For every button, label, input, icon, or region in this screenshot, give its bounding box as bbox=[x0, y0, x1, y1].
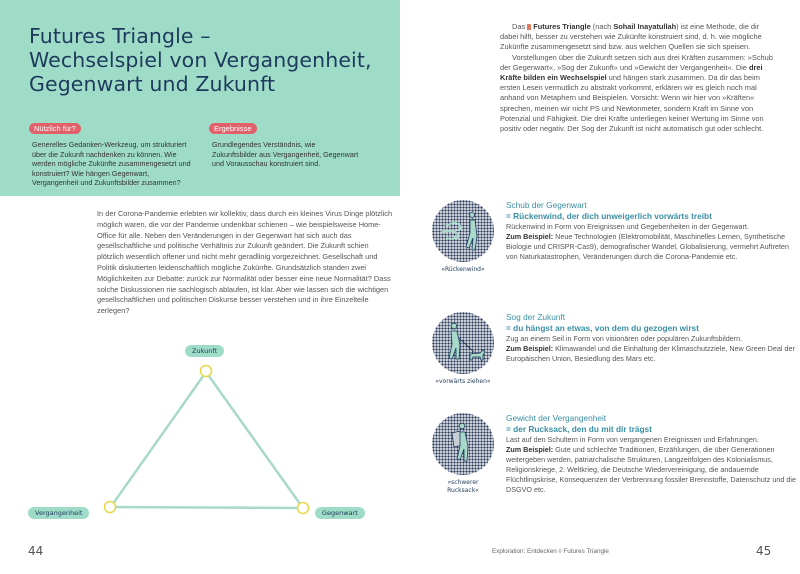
force-description: Rückenwind in Form von Ereignissen und Gegebenheiten in der Gegenwart. Zum Beispiel: Neue Technologien (Elektromobilität, Maschinelles Lernen, Synthetische Biologie und CRISPR-Cas9), demografischer Wandel, Globalisierung, vermehrt Auftreten von Naturkatastrophen, Veränderungen durch die Corona-Pandemie etc. bbox=[506, 222, 789, 261]
footer-breadcrumb: Exploration: Entdecken ◊ Futures Triangle bbox=[492, 548, 609, 555]
node-top bbox=[201, 366, 212, 377]
useful-for-badge: Nützlich für? bbox=[29, 123, 81, 134]
title-line-3: Gegenwart und Zukunft bbox=[29, 72, 276, 96]
icon-caption: »schwerer Rucksack« bbox=[447, 479, 479, 494]
icon-caption: »Rückenwind« bbox=[441, 266, 485, 273]
title-line-2: Wechselspiel von Vergangenheit, bbox=[29, 48, 372, 72]
force-heading: Schub der Gegenwart bbox=[506, 200, 587, 210]
futures-triangle-diagram bbox=[0, 330, 400, 530]
edge-left bbox=[110, 372, 206, 508]
edge-right bbox=[206, 372, 303, 508]
tailwind-person-icon bbox=[432, 200, 494, 262]
icon-caption: »vorwärts ziehen« bbox=[435, 378, 491, 385]
force-description: Last auf den Schultern in Form von vergangenen Ereignissen und Erfahrungen. Zum Beispiel: Gute und schlechte Traditionen, Erzählungen, die über Generationen weitergeben werden, patriarchalische Strukturen, Langzeitfolgen des Kolonialismus, Religionskriege, 2. Weltkrieg, die Deutsche Wiedervereinigung, die andauernde Flüchtlingskrise, Konsequenzen der Verbrennung fossiler Brennstoffe, Datenschutz und die DSGVO etc. bbox=[506, 435, 796, 494]
force-content bbox=[506, 200, 796, 262]
label-zukunft: Zukunft bbox=[185, 345, 224, 357]
intro-paragraph-2: Vorstellungen über die Zukunft setzen sich aus drei Kräften zusammen: »Schub der Gegenwart«, »Sog der Zukunft« und »Gewicht der Vergangenheit«. Die drei Kräfte bilden ein Wechselspiel und hängen stark zusammen. Da dir das beim ersten Lesen vermutlich zu abstrakt vorkommt, erklären wir es gleich noch mal anhand von Metaphern und Beispielen. Vorsicht: Wenn wir hier von »Kräften« sprechen, meinen wir nicht PS und Newtonmeter, sondern Kraft im Sinne von Potenzial und Fähigkeit. Die drei Kräfte unterliegen keiner Wertung im Sinne von positiv oder negativ. Der Sog der Zukunft ist nicht automatisch gut oder schlecht. bbox=[500, 52, 773, 134]
force-heading: Gewicht der Vergangenheit bbox=[506, 413, 607, 423]
pin-icon bbox=[527, 24, 531, 30]
title-line-1: Futures Triangle – bbox=[29, 24, 211, 48]
person-walking-dog-icon bbox=[432, 312, 494, 374]
page-number-right: 45 bbox=[756, 544, 772, 558]
node-bottom-left bbox=[105, 502, 116, 513]
method-name: Futures Triangle bbox=[533, 22, 591, 31]
results-badge: Ergebnisse bbox=[209, 123, 257, 134]
force-content bbox=[506, 312, 796, 364]
intro-paragraph-1: Das Futures Triangle (nach Sohail Inayatullah) ist eine Methode, die dir dabei hilft, besser zu verstehen wie Zukünfte konstruiert sind, d. h. wie mögliche Zukünfte zusammengesetzt sind bzw. aus welchen Quellen sie sich speisen. bbox=[500, 22, 762, 52]
results-text: Grundlegendes Verständnis, wie Zukunftsbilder aus Vergangenheit, Gegenwart und Vorausschau konstruiert sind. bbox=[212, 140, 359, 169]
useful-for-text: Generelles Gedanken-Werkzeug, um strukturiert über die Zukunft nachdenken zu können. Wie werden mögliche Zukünfte zusammengesetzt und konstruiert? Wie hängen Gegenwart, Vergangenheit und Zukunftsbilder zusammen? bbox=[32, 140, 191, 188]
page-number-left: 44 bbox=[28, 544, 44, 558]
force-heading: Sog der Zukunft bbox=[506, 312, 566, 322]
author-name: Sohail Inayatullah bbox=[613, 22, 677, 31]
body-paragraph: In der Corona-Pandemie erlebten wir kollektiv, dass durch ein kleines Virus Dinge plötzlich möglich waren, die vor der Pandemie undenkbar schienen – wie beispielsweise Home-Office für alle. Neben den Veränderungen in der Gegenwart hat sich auch das gesellschaftliche und politische Verhältnis zur Zukunft geändert. Die Zukunft schien plötzlich wesentlich offener und nicht mehr geradlinig vorgezeichnet. Gesellschaft und Politik diskutierten leidenschaftlich mögliche Zukünfte. Grundsätzlich standen zwei Möglichkeiten zur Debatte: zurück zur Normalität oder besser eine neue Normalität? Dass solche Diskussionen nie sachlogisch ablaufen, ist klar. Aber wie lassen sich die wichtigen gesellschaftlichen und politischen Diskurse besser verstehen und in ihre Einzelteile zerlegen? bbox=[97, 209, 393, 316]
node-bottom-right bbox=[298, 503, 309, 514]
label-gegenwart: Gegenwart bbox=[315, 507, 365, 519]
page-title bbox=[29, 24, 399, 96]
force-content bbox=[506, 413, 796, 495]
intro-text bbox=[500, 22, 775, 134]
force-subheading: = Rückenwind, der dich unweigerlich vorwärts treibt bbox=[506, 211, 712, 221]
force-description: Zug an einem Seil in Form von visionären oder populären Zukunftsbildern. Zum Beispiel: Klimawandel und die Einhaltung der Klimaschutzziele, New Green Deal der Europäischen Union, Besiedlung des Mars etc. bbox=[506, 334, 795, 363]
person-with-backpack-icon bbox=[432, 413, 494, 475]
label-vergangenheit: Vergangenheit bbox=[28, 507, 89, 519]
force-subheading: = der Rucksack, den du mit dir trägst bbox=[506, 424, 652, 434]
force-subheading: = du hängst an etwas, von dem du gezogen wirst bbox=[506, 323, 699, 333]
edge-bottom bbox=[110, 507, 303, 508]
